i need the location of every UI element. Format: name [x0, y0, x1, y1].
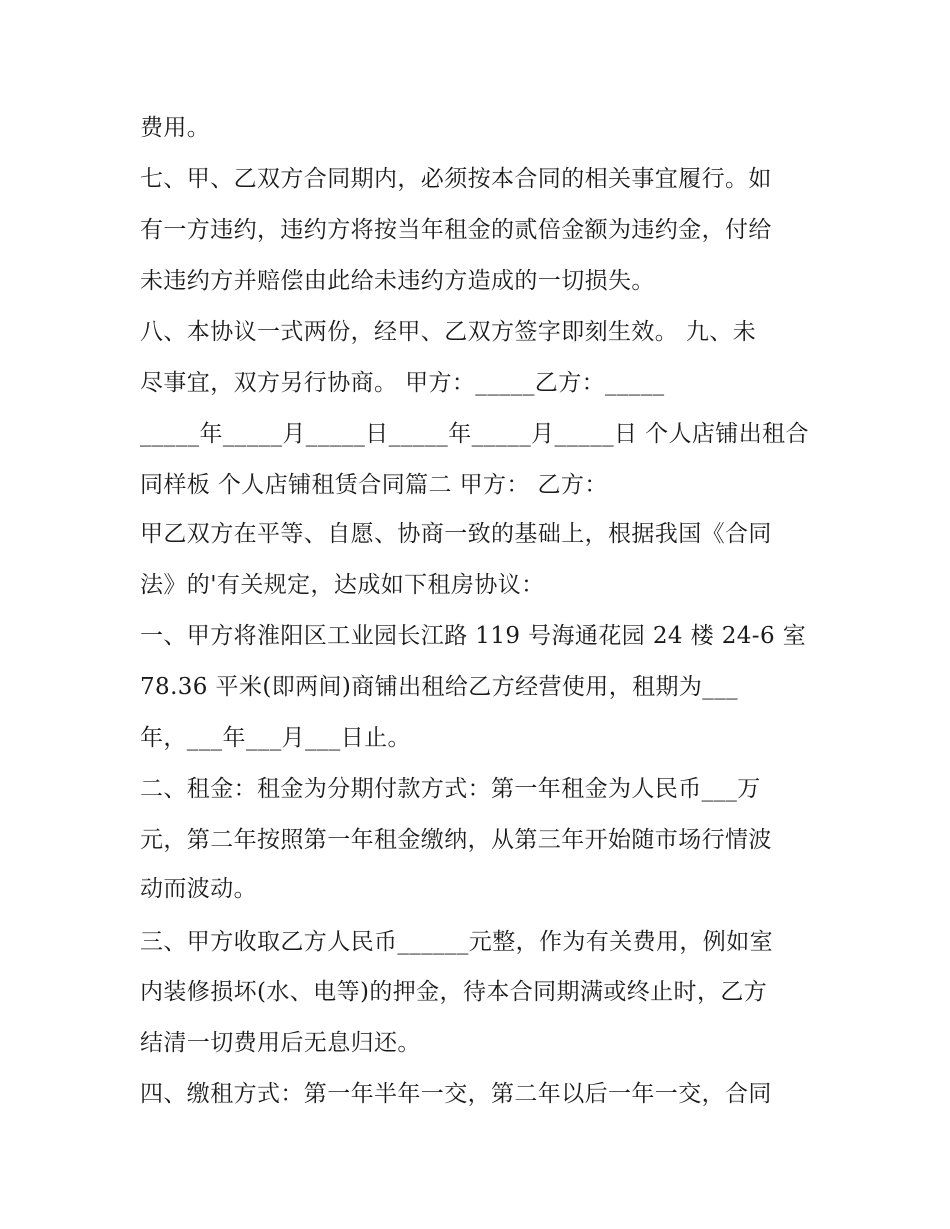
text-line: 四、缴租方式：第一年半年一交，第二年以后一年一交，合同 [140, 1081, 772, 1107]
text-line: 法》的'有关规定，达成如下租房协议： [140, 572, 545, 598]
text-line: 二、租金：租金为分期付款方式：第一年租金为人民币___万 [140, 776, 761, 802]
text-line: 动而波动。 [140, 876, 257, 902]
text-line: 费用。 [140, 115, 211, 141]
text-line: 年，___年___月___日止。 [140, 725, 411, 751]
text-line: 甲乙双方在平等、自愿、协商一致的基础上，根据我国《合同 [140, 521, 772, 547]
text-line: _____年_____月_____日_____年_____月_____日 个人店铺出租合 [140, 421, 809, 447]
text-line: 八、本协议一式两份，经甲、乙双方签字即刻生效。 九、未 [140, 319, 757, 345]
text-line: 内装修损坏(水、电等)的押金，待本合同期满或终止时，乙方 [140, 979, 768, 1005]
text-line: 未违约方并赔偿由此给未违约方造成的一切损失。 [140, 268, 655, 294]
text-line: 三、甲方收取乙方人民币______元整，作为有关费用，例如室 [140, 929, 773, 955]
text-line: 元，第二年按照第一年租金缴纳，从第三年开始随市场行情波 [140, 827, 772, 853]
text-line: 七、甲、乙双方合同期内，必须按本合同的相关事宜履行。如 [140, 166, 772, 192]
text-line: 同样板 个人店铺租赁合同篇二 甲方： 乙方： [140, 472, 608, 498]
text-line: 尽事宜，双方另行协商。 甲方：_____乙方：_____ [140, 370, 665, 396]
text-line: 有一方违约，违约方将按当年租金的贰倍金额为违约金，付给 [140, 217, 772, 243]
text-line: 一、甲方将淮阳区工业园长江路 119 号海通花园 24 楼 24-6 室 [140, 623, 807, 649]
text-line: 78.36 平米(即两间)商铺出租给乙方经营使用，租期为___ [140, 674, 739, 700]
text-line: 结清一切费用后无息归还。 [140, 1030, 421, 1056]
